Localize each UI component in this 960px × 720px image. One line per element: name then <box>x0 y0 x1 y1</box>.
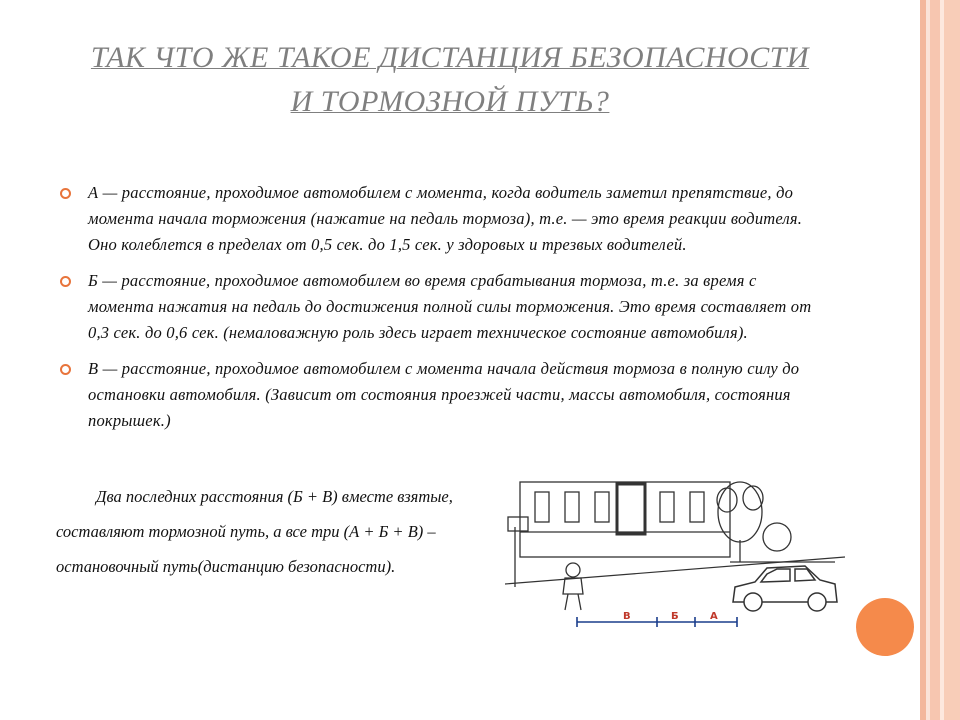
road-sign-icon <box>508 517 528 587</box>
bullet-item-v <box>56 356 826 434</box>
bullet-item-b <box>56 268 826 346</box>
bullet-circle-icon <box>60 276 71 287</box>
pedestrian-child-icon <box>563 563 583 610</box>
summary-text <box>56 484 516 589</box>
building-icon <box>520 482 730 557</box>
decorative-side-stripes <box>920 0 960 720</box>
title-line-1: ТАК ЧТО ЖЕ ТАКОЕ ДИСТАНЦИЯ БЕЗОПАСНОСТИ <box>90 41 810 74</box>
bullet-text: В — расстояние, проходимое автомобилем с момента начала действия тормоза в полную силу до остановки автомобиля. (Зависит от состояния проезжей части, массы автомобиля, состояния покрышек.) <box>88 359 800 430</box>
bullet-circle-icon <box>60 364 71 375</box>
bullet-circle-icon <box>60 188 71 199</box>
stopping-distance-illustration <box>505 462 845 632</box>
slide-title <box>60 36 840 124</box>
bullet-text: Б — расстояние, проходимое автомобилем во время срабатывания тормоза, т.е. за время с момента нажатия на педаль до достижения полной силы торможения. Это время составляет от 0,3 сек. до 0,6 сек. (немаловажную роль здесь играет техническое состояние автомобиля). <box>88 271 812 342</box>
bush-icon <box>763 523 791 551</box>
tree-icon <box>717 482 763 562</box>
bullet-text: А — расстояние, проходимое автомобилем с момента, когда водитель заметил препятствие, до момента начала торможения (нажатие на педаль тормоза), т.е. — это время реакции водителя. Оно колеблется в пределах от 0,5 сек. до 1,5 сек. у здоровых и трезвых водителей. <box>88 183 803 254</box>
bullet-list <box>56 180 826 444</box>
summary-line-2: составляют тормозной путь, а все три (А + Б + В) – <box>56 522 436 541</box>
summary-line-3: остановочный путь(дистанцию безопасности). <box>56 557 396 576</box>
bullet-item-a <box>56 180 826 258</box>
distance-label-v: В <box>623 611 631 622</box>
distance-label-a: А <box>710 611 718 622</box>
summary-line-1: Два последних расстояния (Б + В) вместе взятые, <box>96 487 453 506</box>
car-icon <box>733 566 837 611</box>
title-line-2: И ТОРМОЗНОЙ ПУТЬ? <box>290 85 610 118</box>
decorative-circle <box>856 598 914 656</box>
distance-label-b: Б <box>671 611 679 622</box>
